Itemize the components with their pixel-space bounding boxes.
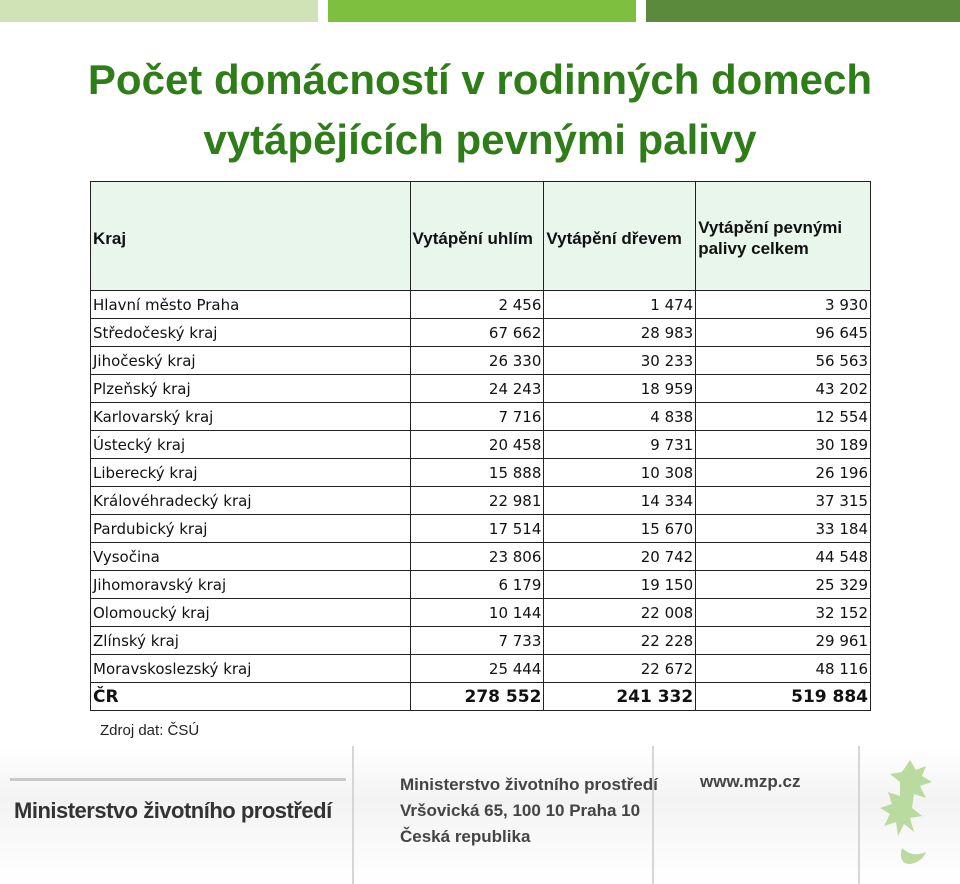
- cell-coal: 23 806: [410, 543, 544, 571]
- cell-total: 43 202: [696, 375, 871, 403]
- footer-logo-rule: [10, 778, 346, 781]
- cell-total: 48 116: [696, 655, 871, 683]
- cell-wood: 1 474: [544, 291, 696, 319]
- cell-coal: 24 243: [410, 375, 544, 403]
- cell-coal: 6 179: [410, 571, 544, 599]
- cell-coal: 7 733: [410, 627, 544, 655]
- cell-wood: 19 150: [544, 571, 696, 599]
- cell-wood: 22 228: [544, 627, 696, 655]
- table-row: [91, 515, 871, 543]
- cell-wood: 22 672: [544, 655, 696, 683]
- total-cell-region: ČR: [91, 683, 411, 711]
- cell-wood: 4 838: [544, 403, 696, 431]
- cell-total: 56 563: [696, 347, 871, 375]
- table-row: [91, 319, 871, 347]
- cell-total: 32 152: [696, 599, 871, 627]
- cell-region: Jihočeský kraj: [91, 347, 411, 375]
- website-link[interactable]: www.mzp.cz: [700, 772, 801, 791]
- cell-wood: 15 670: [544, 515, 696, 543]
- cell-region: Královéhradecký kraj: [91, 487, 411, 515]
- cell-total: 26 196: [696, 459, 871, 487]
- header-region: Kraj: [91, 182, 411, 291]
- cell-coal: 26 330: [410, 347, 544, 375]
- table-row: [91, 375, 871, 403]
- cell-total: 30 189: [696, 431, 871, 459]
- cell-coal: 7 716: [410, 403, 544, 431]
- households-table: [90, 181, 871, 711]
- top-bar-dark: [646, 0, 960, 22]
- table-body: [91, 291, 871, 711]
- cell-region: Středočeský kraj: [91, 319, 411, 347]
- slide-title: [0, 50, 960, 170]
- cell-coal: 10 144: [410, 599, 544, 627]
- cell-region: Olomoucký kraj: [91, 599, 411, 627]
- table-row: [91, 627, 871, 655]
- cell-total: 12 554: [696, 403, 871, 431]
- cell-coal: 17 514: [410, 515, 544, 543]
- cell-coal: 22 981: [410, 487, 544, 515]
- cell-wood: 14 334: [544, 487, 696, 515]
- cell-region: Ústecký kraj: [91, 431, 411, 459]
- cell-coal: 25 444: [410, 655, 544, 683]
- table-row: [91, 599, 871, 627]
- slide-title-line2: vytápějících pevnými palivy: [203, 116, 757, 163]
- cell-coal: 2 456: [410, 291, 544, 319]
- data-source: Zdroj dat: ČSÚ: [100, 722, 200, 739]
- cell-region: Jihomoravský kraj: [91, 571, 411, 599]
- cell-region: Moravskoslezský kraj: [91, 655, 411, 683]
- cell-region: Plzeňský kraj: [91, 375, 411, 403]
- cell-region: Vysočina: [91, 543, 411, 571]
- table-row: [91, 655, 871, 683]
- top-bar-light: [0, 0, 318, 22]
- cell-region: Zlínský kraj: [91, 627, 411, 655]
- total-cell-wood: 241 332: [544, 683, 696, 711]
- address-line-2: Vršovická 65, 100 10 Praha 10: [400, 801, 641, 820]
- table-row: [91, 543, 871, 571]
- ministry-logo-text: Ministerstvo životního prostředí: [14, 798, 332, 823]
- table-row: [91, 459, 871, 487]
- slide-title-line1: Počet domácností v rodinných domech: [87, 56, 873, 103]
- cell-total: 29 961: [696, 627, 871, 655]
- cell-region: Pardubický kraj: [91, 515, 411, 543]
- footer-divider: [352, 746, 354, 884]
- footer-divider: [858, 746, 860, 884]
- total-cell-total: 519 884: [696, 683, 871, 711]
- cell-region: Liberecký kraj: [91, 459, 411, 487]
- table-header-row: [91, 182, 871, 291]
- cell-wood: 10 308: [544, 459, 696, 487]
- lion-emblem-icon: [872, 752, 952, 872]
- total-cell-coal: 278 552: [410, 683, 544, 711]
- address-line-3: Česká republika: [400, 827, 531, 846]
- header-wood: Vytápění dřevem: [544, 182, 696, 291]
- cell-coal: 20 458: [410, 431, 544, 459]
- cell-wood: 30 233: [544, 347, 696, 375]
- cell-coal: 67 662: [410, 319, 544, 347]
- table-total-row: [91, 683, 871, 711]
- table-row: [91, 403, 871, 431]
- cell-region: Hlavní město Praha: [91, 291, 411, 319]
- cell-total: 3 930: [696, 291, 871, 319]
- cell-total: 33 184: [696, 515, 871, 543]
- cell-wood: 18 959: [544, 375, 696, 403]
- table-row: [91, 291, 871, 319]
- table-row: [91, 487, 871, 515]
- cell-total: 96 645: [696, 319, 871, 347]
- table-row: [91, 431, 871, 459]
- cell-total: 44 548: [696, 543, 871, 571]
- top-bar-mid: [328, 0, 636, 22]
- cell-wood: 9 731: [544, 431, 696, 459]
- footer: [0, 746, 960, 884]
- cell-coal: 15 888: [410, 459, 544, 487]
- table-row: [91, 571, 871, 599]
- header-total: Vytápění pevnými palivy celkem: [696, 182, 871, 291]
- address-line-1: Ministerstvo životního prostředí: [400, 775, 658, 794]
- table-row: [91, 347, 871, 375]
- cell-region: Karlovarský kraj: [91, 403, 411, 431]
- footer-address: [400, 772, 658, 850]
- cell-wood: 28 983: [544, 319, 696, 347]
- cell-total: 25 329: [696, 571, 871, 599]
- cell-total: 37 315: [696, 487, 871, 515]
- header-coal: Vytápění uhlím: [410, 182, 544, 291]
- cell-wood: 22 008: [544, 599, 696, 627]
- cell-wood: 20 742: [544, 543, 696, 571]
